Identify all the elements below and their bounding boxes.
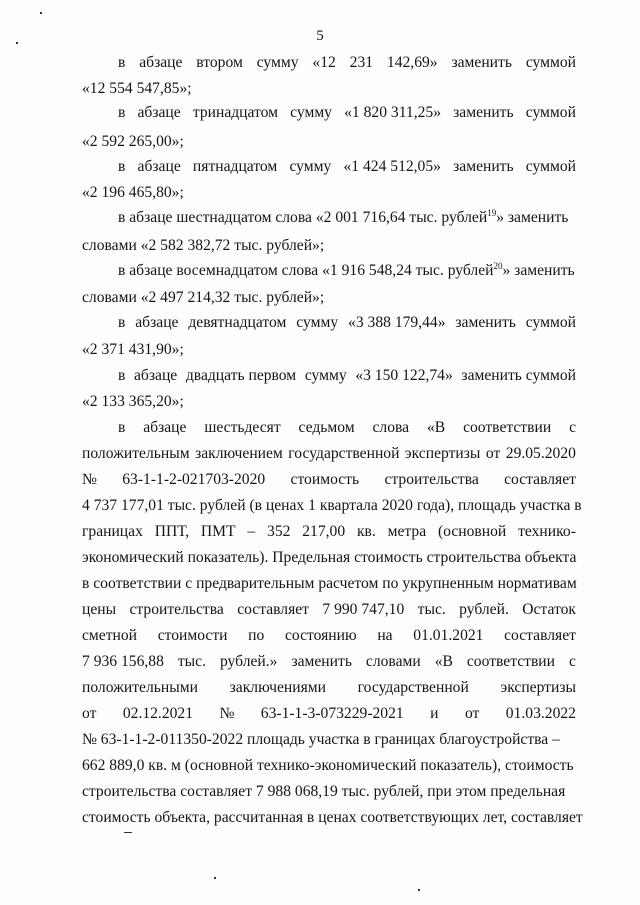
word: суммой [525, 54, 576, 71]
word: экспертизы [500, 679, 576, 696]
word: слова [372, 419, 410, 436]
word: заменить [453, 104, 514, 121]
word: рублей.» [219, 653, 278, 670]
text-line [82, 392, 576, 412]
text-line [82, 79, 576, 99]
word: суммой [525, 104, 576, 121]
word: составляет [237, 601, 309, 618]
word: по [248, 627, 265, 644]
text-line [82, 548, 576, 568]
word: «В [434, 653, 453, 670]
word: суммой [525, 158, 576, 175]
text-line [82, 678, 576, 698]
text-segment: в абзаце шестнадцатом слова «2 001 716,64 тыс. рублей$^{19}$» заменить [118, 208, 569, 226]
word: 02.12.2021 [122, 705, 194, 722]
word: 231 [349, 54, 374, 71]
word: № 63-1-1-2-011350-2022 площадь участка в границах благоустройства – [82, 731, 560, 748]
text-line [82, 782, 576, 802]
word: 01.03.2022 [505, 705, 576, 722]
word: сумму [256, 54, 299, 71]
word: «1 820 311,25» [344, 104, 441, 121]
word: технико- [518, 523, 576, 540]
text-line [82, 756, 576, 776]
word: «2 592 265,00»; [82, 133, 184, 150]
word: 142,69» [386, 54, 438, 71]
word: 662 889,0 кв. м (основной технико-экономический показатель), стоимость [82, 757, 574, 774]
scan-speck [418, 889, 420, 891]
word: заключением [195, 445, 283, 462]
word: строительства [384, 471, 479, 488]
word: № [219, 705, 235, 722]
word: цены [82, 601, 117, 618]
word: «В [426, 419, 446, 436]
word: в соответствии с предварительным расчетом по укрупненным нормативам [82, 575, 577, 592]
word: сумму [289, 158, 332, 175]
word: 217,00 [302, 523, 346, 540]
word: двадцать первом [185, 367, 297, 384]
text-line [82, 132, 576, 152]
word: 63-1-1-2-021703-2020 [122, 471, 266, 488]
word: заменить [291, 653, 352, 670]
text-line [82, 600, 576, 620]
word: заключениями [229, 679, 326, 696]
text-line [82, 808, 583, 828]
word: стоимость [290, 471, 360, 488]
page-number: 5 [316, 28, 324, 44]
word: 352 [267, 523, 291, 540]
word: от [464, 705, 480, 722]
text-line [82, 704, 576, 724]
word: «12 554 547,85»; [82, 80, 192, 97]
word: строительства [129, 601, 224, 618]
word: абзаце [139, 54, 183, 71]
word: соответствии [463, 419, 552, 436]
word: сумму [290, 104, 332, 121]
text-line [82, 730, 576, 750]
word: седьмом [298, 419, 355, 436]
word: в [118, 54, 126, 71]
text-line [118, 313, 576, 333]
word: заменить [455, 314, 516, 331]
word: втором [196, 54, 243, 71]
word: ППТ, [154, 523, 190, 540]
word: и [430, 705, 439, 722]
word: заменить [453, 158, 514, 175]
word: тыс. [177, 653, 206, 670]
text-line [82, 470, 576, 490]
word: тринадцатом [192, 104, 279, 121]
word: 29.05.2020 [505, 445, 576, 462]
word: сумму [304, 367, 347, 384]
word: государственной [288, 445, 400, 462]
footnote-ref: 19 [487, 208, 497, 218]
text-line [82, 288, 576, 308]
word: абзаце [135, 314, 179, 331]
word: рублей. [459, 601, 509, 618]
word: словами [365, 653, 421, 670]
word: заменить [451, 54, 512, 71]
word: 7 990 747,10 [322, 601, 405, 618]
word: состоянию [285, 627, 357, 644]
word: в [118, 158, 126, 175]
word: положительным [82, 445, 190, 462]
text-line [118, 208, 576, 228]
footnote-ref: 20 [493, 261, 503, 271]
word: составляет [504, 627, 576, 644]
word: абзаце [137, 158, 181, 175]
text-line [82, 183, 576, 203]
text-line [118, 261, 576, 281]
word: в [118, 104, 126, 121]
word: абзаце [137, 104, 181, 121]
word: метра [387, 523, 427, 540]
text-line [82, 652, 576, 672]
word: от [485, 445, 501, 462]
word: Остаток [522, 601, 576, 618]
word: на [377, 627, 393, 644]
word: в [118, 367, 126, 384]
word: от [82, 705, 97, 722]
word: ПМТ [200, 523, 236, 540]
word: строительства составляет 7 988 068,19 тыс. рублей, при этом предельная [82, 783, 566, 800]
text-line [118, 366, 576, 386]
scan-speck [124, 832, 132, 833]
word: «3 150 122,74» [355, 367, 453, 384]
word: в [118, 419, 126, 436]
word: с [569, 653, 576, 670]
word: границах [82, 523, 143, 540]
word: суммой [525, 314, 576, 331]
word: «3 388 179,44» [348, 314, 446, 331]
word: в [118, 314, 126, 331]
word: 63-1-1-3-073229-2021 [260, 705, 404, 722]
text-line [118, 157, 576, 177]
scan-speck [40, 12, 42, 14]
word: сметной [82, 627, 138, 644]
word: кв. [356, 523, 376, 540]
word: 7 936 156,88 [82, 653, 164, 670]
word: – [247, 523, 256, 540]
word: словами «2 497 214,32 тыс. рублей»; [82, 289, 325, 306]
text-line [82, 574, 576, 594]
word: стоимость объекта, рассчитанная в ценах соответствующих лет, составляет [82, 809, 583, 826]
word: 01.01.2021 [413, 627, 484, 644]
word: шестьдесят [204, 419, 281, 436]
text-line [82, 496, 582, 516]
text-line [82, 444, 576, 464]
word: «1 424 512,05» [343, 158, 441, 175]
text-line [118, 418, 576, 438]
scan-speck [16, 42, 18, 44]
word: девятнадцатом [188, 314, 287, 331]
text-line [118, 53, 576, 73]
word: абзаце [134, 367, 178, 384]
word: сумму [296, 314, 339, 331]
scan-speck [214, 877, 216, 879]
word: 4 737 177,01 тыс. рублей (в ценах 1 квартала 2020 года), площадь участка в [82, 497, 582, 514]
word: с [569, 419, 576, 436]
word: положительными [82, 679, 198, 696]
text-line [82, 340, 576, 360]
text-line [82, 236, 576, 256]
text-line [118, 103, 576, 123]
text-segment: в абзаце восемнадцатом слова «1 916 548,24 тыс. рублей$^{20}$» заменить [118, 261, 575, 279]
word: абзаце [143, 419, 187, 436]
word: «2 196 465,80»; [82, 184, 184, 201]
word: словами «2 582 382,72 тыс. рублей»; [82, 237, 325, 254]
word: государственной [357, 679, 469, 696]
word: «2 133 365,20»; [82, 393, 184, 410]
word: тыс. [417, 601, 446, 618]
word: «12 [312, 54, 336, 71]
text-line [82, 626, 576, 646]
word: (основной [437, 523, 507, 540]
word: № [82, 471, 97, 488]
word: «2 371 431,90»; [82, 341, 184, 358]
word: заменить суммой [461, 367, 576, 384]
word: стоимости [157, 627, 228, 644]
word: экономический показатель). Предельная стоимость строительства объекта [82, 549, 577, 566]
word: составляет [504, 471, 576, 488]
text-line [82, 522, 576, 542]
word: пятнадцатом [192, 158, 278, 175]
word: соответствии [466, 653, 556, 670]
word: экспертизы [404, 445, 481, 462]
